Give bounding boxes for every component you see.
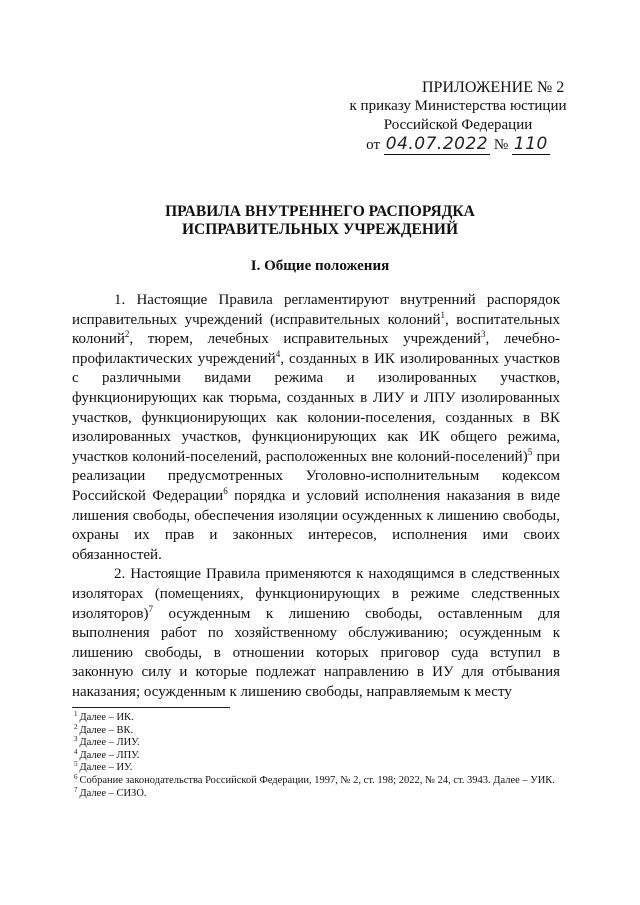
number-prefix: № [493,137,509,153]
footnote-number: 2 [74,722,78,731]
document-title-line-1: ПРАВИЛА ВНУТРЕННЕГО РАСПОРЯДКА [165,203,475,220]
paragraph-1 [72,291,560,565]
p1-text-5: , созданных в ИК изолированных участков с различными видами режима и изолированных участков, функционирующих как тюрьма, созданных в ЛИУ и ЛПУ изолированных участков, функционирующих как колонии-поселения, созданных в ВК изолированных участков, функционирующих как ИК общего режима, участков колоний-поселений, расположенных вне колоний-поселений) [72,350,560,465]
p1-text-6: при реализации предусмотренных Уголовно-исполнительным кодексом Российской Федерации [72,448,561,504]
footnote-ref-7[interactable]: 7 [148,603,153,614]
footnote-text: Собрание законодательства Российской Федерации, 1997, № 2, ст. 198; 2022, № 24, ст. 3943. Далее – УИК. [79,774,555,786]
p1-text-1: 1. Настоящие Правила регламентируют внутренний распорядок исправительных учреждений (исправительных колоний [72,292,560,328]
section-heading: I. Общие положения [250,258,390,274]
footnote-ref-3[interactable]: 3 [481,329,486,340]
document-body [72,291,560,702]
footnote-ref-4[interactable]: 4 [275,348,281,359]
footnote-separator [72,707,230,708]
appendix-order-line: к приказу Министерства юстиции [349,98,567,114]
footnote-text: Далее – ВК. [79,724,134,736]
footnote-text: Далее – ЛПУ. [79,749,140,761]
footnote-number: 6 [74,772,78,781]
footnote-ref-2[interactable]: 2 [124,329,130,340]
appendix-header [338,78,578,155]
paragraph-2 [72,565,560,702]
footnote-1 [74,712,562,725]
p2-text-1: 2. Настоящие Правила применяются к находящимся в следственных изоляторах (помещениях, функционирующих в режиме следственных изоляторов) [72,566,560,622]
footnote-text: Далее – ИУ. [79,762,133,774]
footnote-ref-6[interactable]: 6 [223,485,228,496]
p1-text-7: порядка и условий исполнения наказания в виде лишения свободы, обеспечения изоляции осужденных к лишению свободы, охраны их прав и законных интересов, исполнения ими своих обязанностей. [72,487,560,563]
appendix-date-line [338,135,578,155]
footnotes [74,712,562,800]
p1-text-2: , воспитательных колоний [72,311,561,348]
p1-text-4: , лечебно-профилактических учреждений [72,331,560,367]
appendix-ministry-line: Российской Федерации [383,117,533,133]
footnote-6 [74,772,562,788]
p2-text-2: осужденным к лишению свободы, оставленным для выполнения работ по хозяйственному обслуживанию; осужденным к лишению свободы, в отношении которых приговор суда вступил в законную силу и которые подлежат направлению в ИУ для отбывания наказания; осужденным к лишению свободы, направляемым к месту [72,605,560,700]
footnote-3 [74,737,562,750]
document-title [60,203,580,239]
document-title-line-2: ИСПРАВИТЕЛЬНЫХ УЧРЕЖДЕНИЙ [181,221,459,238]
footnote-text: Далее – ИК. [79,712,134,723]
footnote-text: Далее – ЛИУ. [79,737,140,749]
footnote-ref-5[interactable]: 5 [527,446,533,457]
footnote-number: 4 [74,747,78,756]
footnote-number: 1 [74,710,78,718]
footnote-7 [74,785,562,801]
footnote-number: 5 [74,760,78,769]
footnote-5 [74,762,562,775]
order-date: 04.07.2022 [385,134,489,154]
footnote-ref-1[interactable]: 1 [440,309,446,320]
date-prefix: от [366,137,380,153]
footnote-number: 3 [74,735,78,744]
footnote-2 [74,722,562,738]
footnote-4 [74,747,562,763]
order-number: 110 [513,134,548,154]
footnote-text: Далее – СИЗО. [79,787,147,799]
appendix-title: ПРИЛОЖЕНИЕ № 2 [422,79,565,96]
footnote-number: 7 [74,785,78,794]
p1-text-3: , тюрем, лечебных исправительных учреждений [129,331,481,348]
